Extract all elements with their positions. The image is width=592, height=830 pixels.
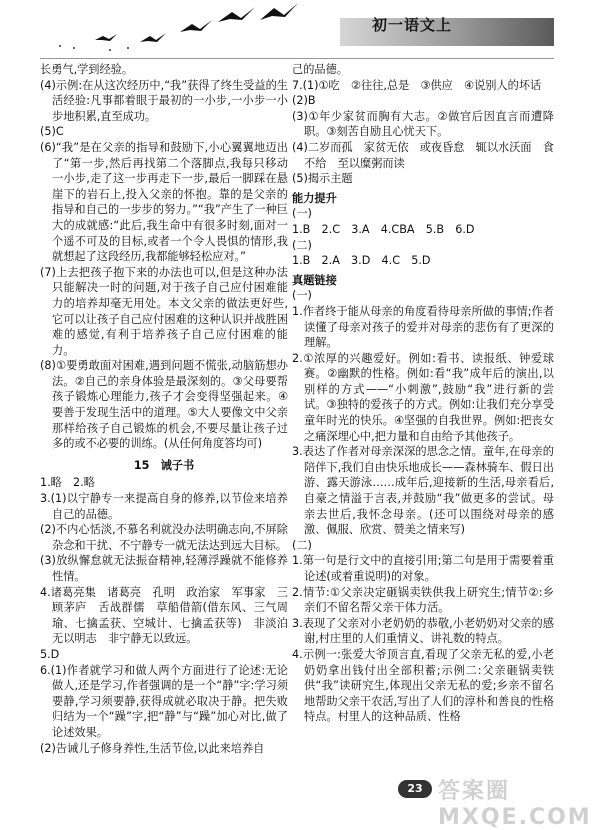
answer-item: 1.略 2.略 (40, 476, 95, 490)
answer-line: (4)示例:在从这次经历中,“我”获得了终生受益的生活经验:凡事都着眼于最初的一小步,一小步一小步地积累,直至成功。 (40, 78, 288, 123)
page-header (0, 0, 563, 62)
answer-line: (二) (292, 538, 312, 552)
right-column (292, 62, 554, 725)
page-footer (398, 778, 592, 830)
answer-line: (5)C (40, 125, 64, 139)
answer-item: (3)放纵懈怠就无法振奋精神,轻薄浮躁就不能修养性情。 (40, 554, 288, 583)
flying-birds-decoration (40, 2, 300, 58)
section-title: 15 诫子书 (133, 458, 195, 472)
answer-line: 2.①浓厚的兴趣爱好。例如:看书、读报纸、钟爱球赛。②幽默的性格。例如:看“我”成年后的演出,以别样的方式——“小刺激”,鼓励“我”进行新的尝试。③独特的爱孩子的方式。例如:让我们充分享受童年时光的快乐。④坚强的自我世界。例如:把丧女之痛深埋心中,把力量和自由给予其他孩子。 (292, 351, 554, 443)
answer-item: (2)不内心恬淡,不慕名利就没办法明确志向,不屏除杂念和干扰、不宁静专一就无法达到远大目标。 (40, 523, 288, 552)
answer-line: 1.B 2.C 3.A 4.CBA 5.B 6.D (292, 222, 475, 236)
header-divider (40, 58, 554, 59)
answer-line: 3.表达了作者对母亲深深的思念之情。童年,在母亲的陪伴下,我们自由快乐地成长——森林骑车、假日出游、露天游泳……成年后,迎接新的生活,母亲看后,自豪之情溢于言表,并鼓励“我”做更多的尝试。母亲去世后,我怀念母亲。(还可以围绕对母亲的感激、佩服、欣赏、赞美之情来写) (292, 445, 554, 537)
left-column (40, 62, 288, 756)
answer-item: (2)告诫儿子修身养性,生活节俭,以此来培养自 (40, 741, 265, 755)
answer-line: (2)B (292, 94, 316, 108)
answer-line: (一) (292, 289, 312, 303)
answer-line: 1.第一句是行文中的直接引用;第二句是用于需要着重论述(或着重说明)的对象。 (292, 554, 554, 583)
answer-item: 4.诸葛亮集 诸葛亮 孔明 政治家 军事家 三顾茅庐 舌战群儒 草船借箭(借东风、三气周瑜、七擒孟获、空城计、七擒孟获等) 非淡泊无以明志 非宁静无以致远。 (40, 585, 288, 646)
answer-line: (5)揭示主题 (292, 172, 353, 186)
subject-title: 初一语文上 (372, 16, 453, 34)
answer-line: 3.表现了父亲对小老奶奶的恭敬,小老奶奶对父亲的感谢,村庄里的人们重情义、讲礼数的特点。 (292, 616, 554, 646)
answer-line: 2.情节:①父亲决定砸锅卖铁供我上研究生;情节②:乡亲们不留名帮父亲干体力活。 (292, 585, 554, 615)
answer-line: (4)二岁而孤 家贫无依 或夜昏怠 辄以水沃面 食不给 至以糜粥而读 (292, 140, 554, 170)
watermark-logo: 答案圈 MXQE.COM (438, 779, 592, 830)
answer-item: 5.D (40, 647, 60, 661)
answer-line: (7)上去把孩子抱下来的办法也可以,但是这种办法只能解决一时的问题,对于孩子自己应付困难能力的培养却毫无用处。本文父亲的做法更好些,它可以让孩子自己应付困难的这种认识并战胜困难的感觉,有利于培养孩子自己应付困难的能力。 (40, 265, 288, 357)
answer-line: 1.B 2.A 3.D 4.C 5.D (292, 254, 431, 268)
answer-line: 1.作者终于能从母亲的角度看待母亲所做的事情;作者读懂了母亲对孩子的爱并对母亲的悲伤有了更深的理解。 (292, 304, 554, 350)
answer-line: (二) (292, 238, 312, 252)
page-number-badge: 23 (398, 780, 432, 798)
answer-line: (8)①要勇敢面对困难,遇到问题不慌张,动脑筋想办法。②自己的亲身体验是最深刻的。③父母要帮孩子锻炼心理能力,孩子才会变得坚强起来。④要善于发现生活中的道理。⑤大人要像文中父亲那样给孩子自己锻炼的机会,不要尽量让孩子过多的或不必要的训练。(从任何角度答均可) (40, 359, 288, 451)
answer-line: (一) (292, 207, 312, 221)
answer-line: 长勇气,学到经验。 (40, 63, 134, 76)
answer-line: (3)①年少家贫而胸有大志。②做官后因直言而遭降职。③刻苦自励且心忧天下。 (292, 109, 554, 139)
answer-item: 3.(1)以宁静专一来提高自身的修养,以节俭来培养自己的品德。 (40, 492, 288, 521)
answer-line: (6)“我”是在父亲的指导和鼓励下,小心翼翼地迈出了“第一步,然后再找第二个落脚点,我每只移动一小步,走了这一步再走下一步,最后一脚踩在悬崖下的岩石上,投入父亲的怀抱。靠的是父亲的指导和自己的一步步的努力。”“我”产生了一种巨大的成就感:“此后,我生命中有很多时刻,面对一个遥不可及的目标,或者一个令人畏惧的情形,我就想起了这段经历,我都能够轻松应对。” (40, 140, 288, 264)
answer-line: 4.示例一:张爱大爷顶言直,看现了父亲无私的爱,小老奶奶拿出钱付出全部积蓄;示例二:父亲砸锅卖铁供“我”读研究生,体现出父亲无私的爱;乡亲不留名地帮助父亲干农活,写出了人们的淳朴和善良的性格特点。村里人的这种品质、性格 (292, 647, 554, 724)
answer-item: 6.(1)作者就学习和做人两个方面进行了论述:无论做人,还是学习,作者强调的是一个“静”字:学习须要静,学习须要静,获得成就必取决于静。把失败归结为一个“躁”字,把“静”与“躁”加心对比,做了论述效果。 (40, 663, 288, 739)
exam-section-title: 真题链接 (292, 273, 337, 287)
answer-line: 己的品德。 (292, 63, 348, 76)
answer-line: 7.(1)①吃 ②往往,总是 ③供应 ④说别人的坏话 (292, 78, 542, 92)
ability-section-title: 能力提升 (292, 191, 337, 205)
